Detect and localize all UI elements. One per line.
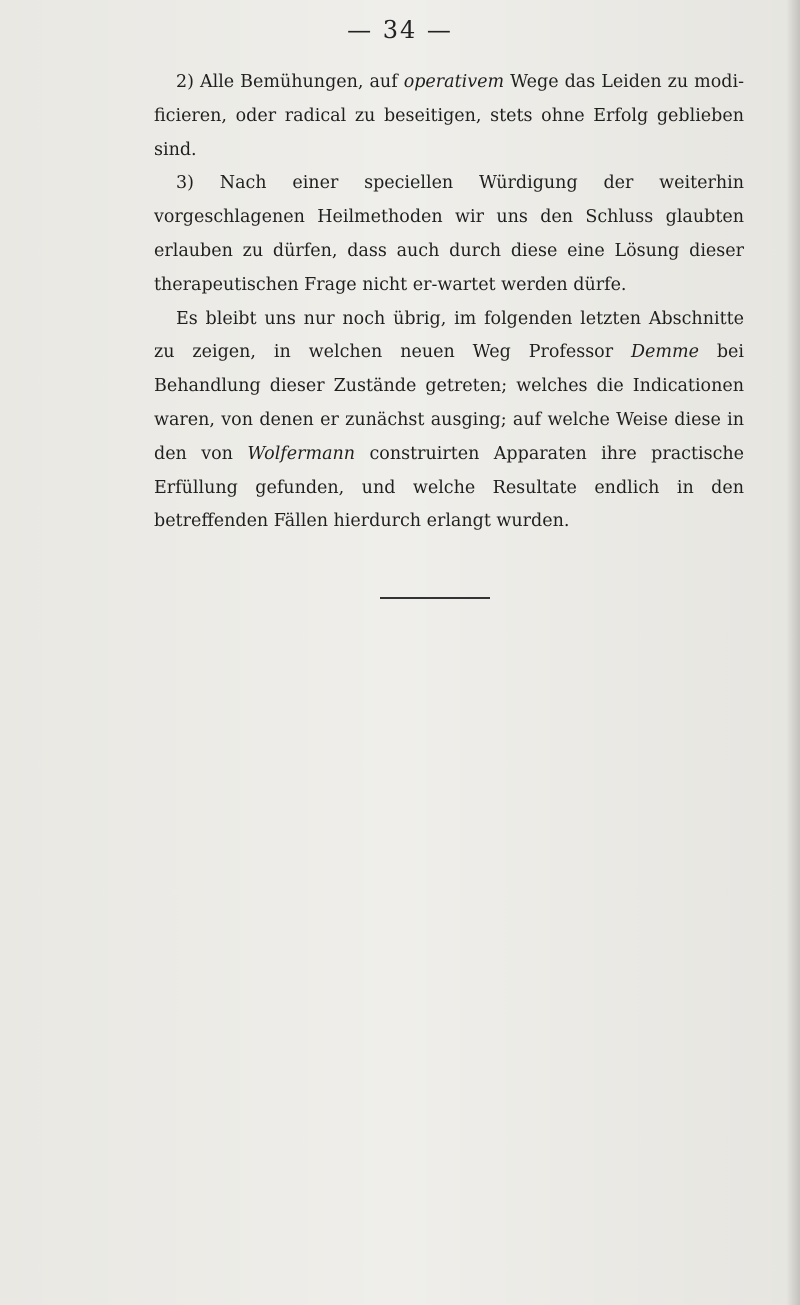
paragraph-2-text-a: 2) Alle Bemühungen, auf	[176, 72, 404, 92]
paragraph-2-text-b: Wege das Leiden zu modi-ficieren, oder radical zu beseitigen, stets ohne Erfolg geblieben sind.	[154, 72, 744, 160]
section-divider-rule	[380, 597, 490, 599]
name-wolfermann: Wolfermann	[247, 443, 356, 464]
page-edge-shadow	[786, 0, 800, 1305]
paragraph-conclusion-text-c: construirten Apparaten ihre practische Erfüllung gefunden, und welche Resultate endlich in den betreffenden Fällen hierdurch erlangt wurden.	[154, 443, 745, 532]
body-text	[154, 66, 744, 539]
paragraph-conclusion-text-a: Es bleibt uns nur noch übrig, im folgenden letzten Abschnitte zu zeigen, in welchen neuen Weg Professor	[154, 308, 744, 363]
page-number-header: — 34 —	[347, 16, 453, 44]
paragraph-conclusion	[154, 303, 744, 540]
paragraph-3	[154, 167, 744, 302]
paragraph-2	[154, 66, 744, 167]
paragraph-conclusion-text-b: bei Behandlung dieser Zustände getreten; welches die Indicationen waren, von denen er zunächst ausging; auf welche Weise diese in den von	[154, 342, 745, 464]
paragraph-2-emphasis: operativem	[403, 72, 505, 92]
paragraph-3-text: 3) Nach einer speciellen Würdigung der weiterhin vorgeschlagenen Heilmethoden wir uns den Schluss glaubten erlauben zu dürfen, dass auch durch diese eine Lösung dieser therapeutischen Frage nicht er-wartet werden dürfe.	[154, 173, 744, 295]
name-demme: Demme	[631, 342, 699, 363]
